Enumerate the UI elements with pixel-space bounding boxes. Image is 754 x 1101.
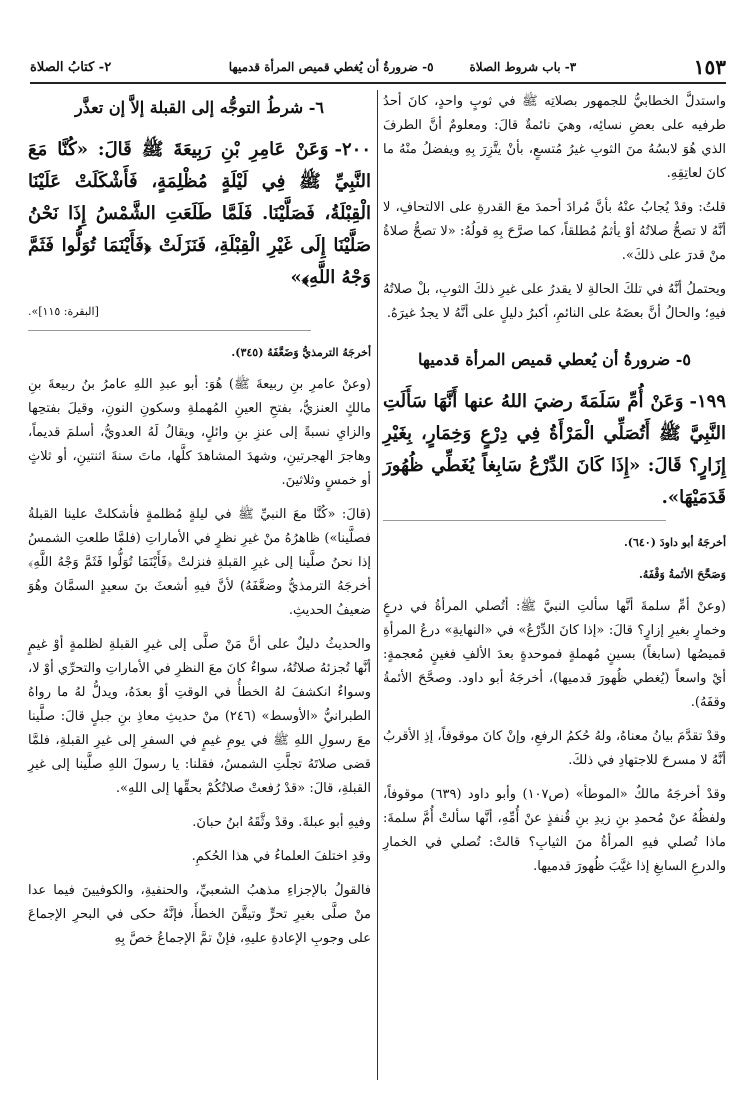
left-column <box>28 90 371 961</box>
paragraph: فالقولُ بالإجزاءِ مذهبُ الشعبيِّ، والحنفيةِ، والكوفيينَ فيما عدا منْ صلَّى بغيرِ تحرٍّ وتيقَّنَ الخطأَ، فإنَّهُ حكى في البحرِ الإجماعَ على وجوبِ الإعادةِ عليهِ، فإنْ تمَّ الإجماعُ خصَّ بِهِ <box>28 883 371 946</box>
paragraph: ويحتملُ أنَّهُ في تلكَ الحالةِ لا يقدرُ على غيرِ ذلكَ الثوبِ، بلْ صلاتُهُ فيهِ؛ والحالُ أنَّ بعضَهُ على النائمِ، أكبرُ دليلٍ على أنَّهُ لا يجدُ غيرَهُ. <box>383 282 726 321</box>
hadith-text <box>383 386 726 514</box>
hadith-body: وَعَنْ أُمِّ سَلَمَةَ رضيَ اللهُ عنها أَنَّهَا سَأَلَتِ النَّبِيَّ ﷺ أَتُصَلِّي الْمَرْأَةُ فِي دِرْعٍ وَخِمَارٍ، بِغَيْرِ إِزَارٍ؟ قَالَ: «إِذَا كَانَ الدِّرْعُ سَابِغاً يُغَطِّي ظُهُورَ قَدَمَيْهَا». <box>383 391 726 508</box>
running-header <box>30 52 726 84</box>
header-titles <box>229 60 576 74</box>
paragraph: (وعنْ أمِّ سلمةَ أنَّها سألتِ النبيَّ ﷺ: أتُصلي المرأةُ في درعٍ وخمارٍ بغيرِ إزارٍ؟ قالَ: «إذا كانَ الدِّرْعُ» في «النهايةِ» درعُ المرأةِ قميصُها (سابغاً) بسينٍ مُهملةٍ فموحدةٍ بعدَ الألفِ فغينٍ مُعجمةٍ: أيْ واسعاً (يُغطي ظُهورَ قدميها)، أخرجَهُ أبو داود. وصحَّحَ الأئمةُ وقفَهُ). <box>383 599 726 710</box>
paragraph: وقدْ تقدَّمَ بيانُ معناهُ، ولهُ حُكمُ الرفعِ، وإنْ كانَ موقوفاً، إذِ الأقربُ أنَّهُ لا مسرحَ للاجتهادِ في ذلكَ. <box>383 729 726 768</box>
paragraph: وفيهِ أبو عبلةَ. وقدْ وثَّقَهُ ابنُ حبانَ. <box>192 815 371 830</box>
right-column <box>383 90 726 889</box>
page-number: ١٥٣ <box>693 55 726 79</box>
paragraph: والحديثُ دليلٌ على أنَّ مَنْ صلَّى إلى غيرِ القبلةِ لظلمةٍ أوْ غيمٍ أنَّها تُجزئهُ صلاتُهُ، سواءٌ كانَ معَ النظرِ في الأماراتِ والتحرِّي أوْ لا، وسواءٌ انكشفَ لهُ الخطأُ في الوقتِ أوْ بعدَهُ، ويدلُّ لهُ ما رواهُ الطبرانيُّ «الأوسط» (٢٤٦) منْ حديثِ معاذِ بنِ جبلٍ قالَ: صلَّينا معَ رسولِ اللهِ ﷺ في يومِ غيمٍ في السفرِ إلى غيرِ القبلةِ، فلمَّا قضى صلاتَهُ تجلَّتِ الشمسُ، فقلنا: يا رسولَ اللهِ صلَّينا إلى غيرِ القبلةِ، قالَ: «قدْ رُفعتْ صلاتُكُمْ بحقِّها إلى اللهِ». <box>28 637 371 796</box>
chapter-title: ٣- باب شروط الصلاة <box>469 60 577 74</box>
divider <box>28 330 311 331</box>
section-heading: ٥- ضرورةُ أن يُعطي قميص المرأة قدميها <box>418 350 691 369</box>
paragraph: (وعنْ عامرِ بنِ ربيعةَ ﷺ) هُوَ: أبو عبدِ اللهِ عامرُ بنُ ربيعةَ بنِ مالكٍ العنزيُّ، بفتحِ العينِ المُهملةِ وسكونِ النونِ، وقيلَ بفتحِها والزايِ نسبةً إلى عنزِ بنِ وائلٍ، ويقالُ لَهُ العدويُّ، أسلمَ قديماً، وهاجرَ الهجرتينِ، وشهدَ المشاهدَ كلَّها، ماتَ سنةَ اثنتينِ، أو ثلاثٍ أو خمسٍ وثلاثينَ. <box>28 377 371 488</box>
paragraph: وقدِ اختلفَ العلماءُ في هذا الحُكمِ. <box>191 849 371 864</box>
hadith-text <box>28 134 371 294</box>
paragraph: واستدلَّ الخطابيُّ للجمهور بصلاتِه ﷺ في ثوبٍ واحدٍ، كانَ أحدُ طرفيه على بعضِ نسائِه، وهيَ نائمةٌ قالَ: ومعلومٌ أنَّ الطرفَ الذي هُوَ لابسُهُ منَ الثوبِ غيرُ مُتسعٍ، بأنْ يتَّزِرَ بِهِ ويفضلُ منْهُ ما كانَ لعاتِقِهِ. <box>383 94 726 181</box>
book-title: ٢- كتابُ الصلاة <box>30 59 112 75</box>
hadith-source: أخرجَهُ الترمذيُّ وَضَعَّفَهُ (٣٤٥). <box>231 346 371 359</box>
hadith-number: ١٩٩- <box>689 391 726 412</box>
section-heading: ٦- شرطُ التوجُّه إلى القبلة إلاَّ إن تعذَّر <box>75 98 324 117</box>
paragraph: قلتُ: وقدْ يُجابُ عنْهُ بأنَّ مُرادَ أحمدَ معَ القدرةِ على الالتحافِ، لا أنَّهُ لا تصحُّ صلاتُهُ أوْ يأثمُ مُطلقاً، كما صرَّحَ بِهِ قولُهُ: «لا تصحُّ صلاةُ منْ قدرَ على ذلكَ». <box>383 200 726 263</box>
hadith-body: وَعَنْ عَامِرِ بْنِ رَبِيعَةَ ﷺ قَالَ: «كُنَّا مَعَ النَّبِيِّ ﷺ فِي لَيْلَةٍ مُظْلِمَةٍ، فَأَشْكَلَتْ عَلَيْنَا الْقِبْلَةُ، فَصَلَّيْنَا. فَلَمَّا طَلَعَتِ الشَّمْسُ إِذَا نَحْنُ صَلَّيْنَا إِلَى غَيْرِ الْقِبْلَةِ، فَنَزَلَتْ ﴿فَأَيْنَمَا تُوَلُّوا فَثَمَّ وَجْهُ اللَّهِ﴾» <box>28 139 371 288</box>
hadith-grading: وَصَحَّحَ الأئمةُ وَقْفَهُ. <box>638 568 726 581</box>
hadith-number: ٢٠٠- <box>334 139 371 160</box>
column-divider <box>377 90 378 1080</box>
hadith-source: أخرجَهُ أبو داودَ (٦٤٠). <box>623 536 726 549</box>
paragraph: وقدْ أخرجَهُ مالكٌ «الموطأ» (ص١٠٧) وأبو داود (٦٣٩) موقوفاً، ولفظُهُ عنْ مُحمدِ بنِ زيدِ بنِ قُنفذٍ عنْ أُمِّهِ، أنَّها سألتْ أُمَّ سلمةَ: ماذا تُصلي فيهِ المرأةُ منَ الثيابِ؟ قالتْ: تُصلي في الخمارِ والدرعِ السابغِ إذا غيَّبَ ظُهورَ قدميها. <box>383 787 727 874</box>
divider <box>383 520 666 521</box>
section-running-title: ٥- ضرورةُ أن يُغطي قميص المرأة قدميها <box>228 60 434 74</box>
verse-reference: [البقرة: ١١٥]». <box>28 305 99 318</box>
paragraph: (قالَ: «كُنَّا معَ النبيِّ ﷺ في ليلةٍ مُظلمةٍ فأشكلتْ علينا القبلةُ فصلَّينا») ظاهرُهُ منْ غيرِ نظرٍ في الأماراتِ (فلمَّا طلعتِ الشمسُ إذا نحنُ صلَّينا إلى غيرِ القبلةِ فنزلتْ ﴿فَأَيْنَمَا تُوَلُّوا فَثَمَّ وَجْهُ اللَّهِ﴾ أخرجَهُ الترمذيُّ وضعَّفَهُ) لأنَّ فيهِ أشعثَ بنَ سعيدٍ السمَّانَ وهُوَ ضعيفُ الحديثِ. <box>28 507 371 618</box>
